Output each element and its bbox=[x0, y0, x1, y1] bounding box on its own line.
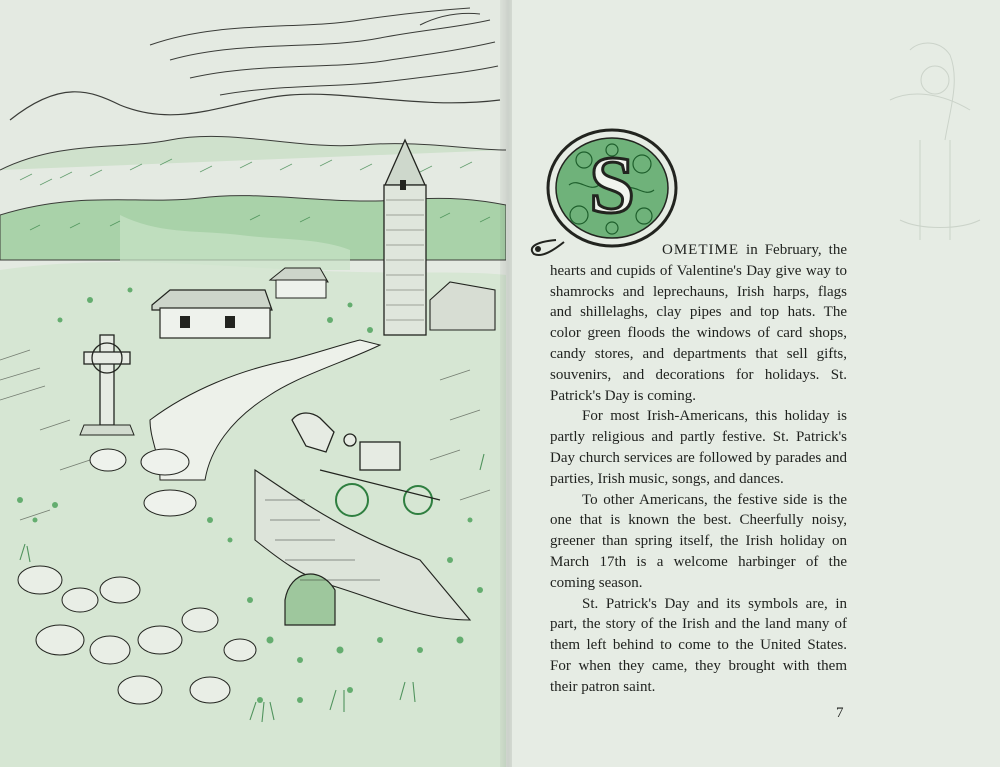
body-text bbox=[550, 240, 847, 698]
paragraph-3: To other Americans, the festive side is the one that is known the best. Cheerfully noisy, greener than spring itself, the Irish holiday on March 17th is a welcome harbinger of the coming season. bbox=[550, 491, 847, 591]
paragraph-1 bbox=[550, 240, 847, 406]
paragraph-1-body: hearts and cupids of Valentine's Day give way to shamrocks and leprechauns, Irish harps, flags and shillelaghs, clay pipes and top hats. The color green floods the windows of card shops, candy stores, and departments that sell gifts, souvenirs, and decorations for holidays. St. Patrick's Day is coming. bbox=[550, 262, 847, 404]
bleed-through-illustration bbox=[850, 20, 1000, 280]
first-line-text: in February, the bbox=[739, 242, 847, 258]
page-number: 7 bbox=[836, 705, 844, 721]
paragraph-4: St. Patrick's Day and its symbols are, in part, the story of the Irish and the land many of them left behind to come to the United States. For when they came, they brought with them their patron saint. bbox=[550, 595, 847, 695]
paragraph-2: For most Irish-Americans, this holiday is partly religious and partly festive. St. Patrick's Day church services are followed by parades and parties, Irish music, songs, and dances. bbox=[550, 408, 847, 487]
illuminated-initial bbox=[524, 120, 684, 260]
drop-cap-letter: S bbox=[589, 139, 635, 230]
opening-word: OMETIME bbox=[662, 242, 739, 258]
